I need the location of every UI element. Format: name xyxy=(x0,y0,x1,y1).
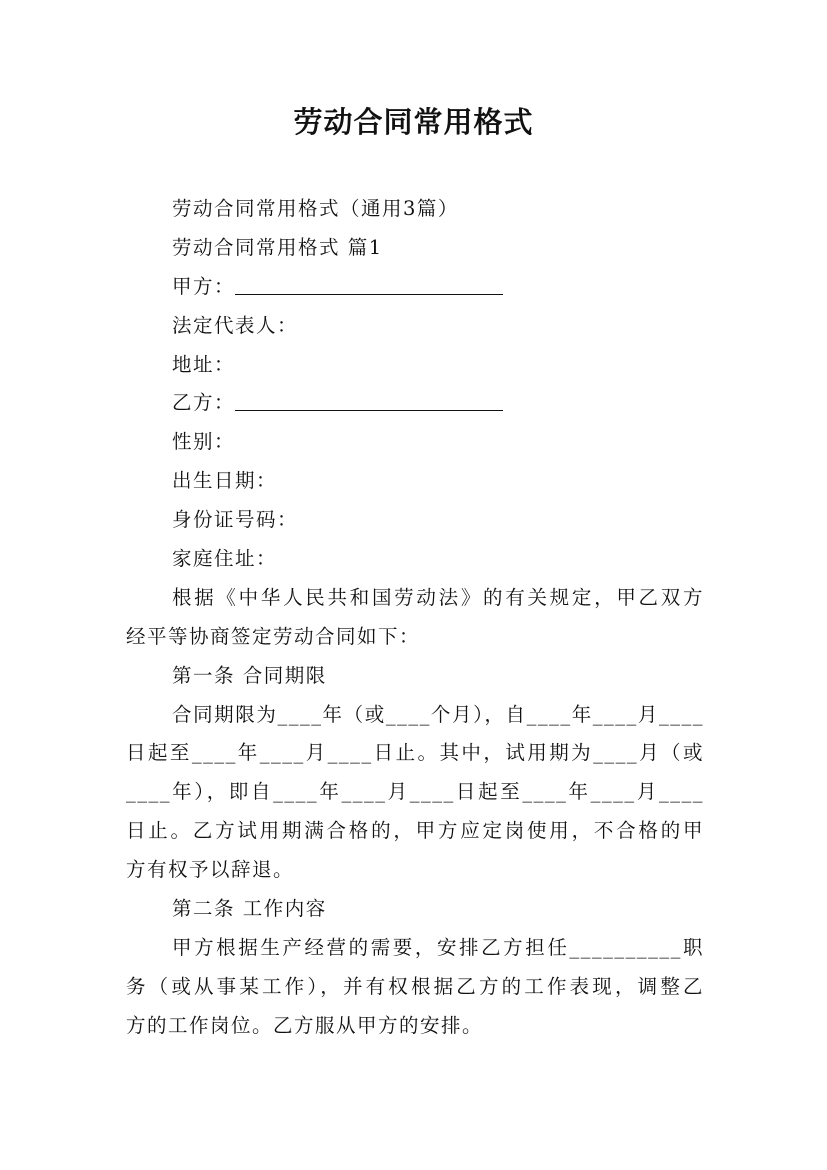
document-line-text: 第一条 合同期限 xyxy=(172,663,327,687)
document-line-text: 劳动合同常用格式 篇1 xyxy=(172,235,383,259)
fill-in-blank-line xyxy=(235,273,503,294)
document-line xyxy=(126,579,704,618)
document-line-text: 日止。乙方试用期满合格的，甲方应定岗使用，不合格的甲 xyxy=(126,819,704,843)
document-line xyxy=(126,423,704,462)
document-line-text: 家庭住址： xyxy=(172,547,278,571)
fill-in-blank-line xyxy=(235,390,503,411)
document-line-text: 方的工作岗位。乙方服从甲方的安排。 xyxy=(126,1013,484,1037)
document-body xyxy=(126,190,704,1046)
document-line-text: 根据《中华人民共和国劳动法》的有关规定，甲乙双方 xyxy=(172,585,704,609)
document-line xyxy=(126,268,704,307)
document-line-text: 出生日期： xyxy=(172,469,278,493)
document-title: 劳动合同常用格式 xyxy=(293,105,534,139)
document-line-text: 第二条 工作内容 xyxy=(172,897,327,921)
document-line xyxy=(126,618,704,657)
document-line-text: ____年），即自____年____月____日起至____年____月____ xyxy=(126,780,704,804)
document-line xyxy=(126,384,704,423)
document-line-text: 劳动合同常用格式（通用3篇） xyxy=(172,197,459,220)
document-line xyxy=(126,346,704,385)
document-line xyxy=(126,501,704,540)
document-line-text: 务（或从事某工作），并有权根据乙方的工作表现，调整乙 xyxy=(126,974,704,998)
document-line-text: 合同期限为____年（或____个月），自____年____月____ xyxy=(172,702,704,726)
document-line-text: 甲方： xyxy=(172,274,236,298)
document-line xyxy=(126,812,704,851)
document-line xyxy=(126,968,704,1007)
document-line xyxy=(126,1007,704,1046)
document-line-text: 法定代表人： xyxy=(172,313,299,337)
document-line xyxy=(126,540,704,579)
document-line-text: 方有权予以辞退。 xyxy=(126,858,295,882)
document-line xyxy=(126,190,704,229)
document-line-text: 甲方根据生产经营的需要，安排乙方担任__________职 xyxy=(172,935,704,959)
document-line-text: 性别： xyxy=(172,430,236,454)
document-line xyxy=(126,307,704,346)
document-line-text: 地址： xyxy=(172,352,236,376)
document-line xyxy=(126,462,704,501)
document-line xyxy=(126,657,704,696)
document-line-text: 身份证号码： xyxy=(172,508,299,532)
document-line xyxy=(126,229,704,268)
document-line xyxy=(126,890,704,929)
document-line xyxy=(126,929,704,968)
document-line xyxy=(126,773,704,812)
document-line-text: 经平等协商签定劳动合同如下： xyxy=(126,624,421,648)
document-line-text: 日起至____年____月____日止。其中，试用期为____月（或 xyxy=(126,741,704,765)
document-line-text: 乙方： xyxy=(172,391,236,415)
document-line xyxy=(126,734,704,773)
document-line xyxy=(126,696,704,735)
document-line xyxy=(126,851,704,890)
